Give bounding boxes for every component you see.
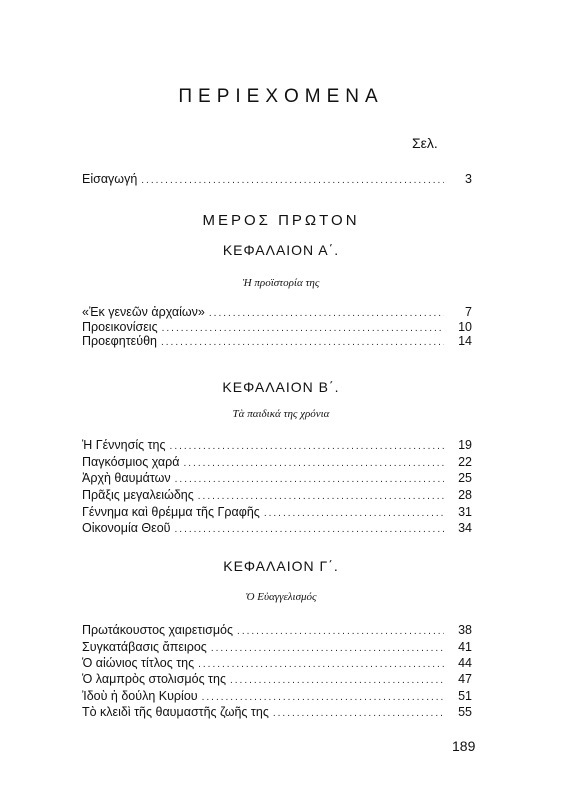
toc-entry-page: 7 — [465, 305, 472, 319]
toc-entry — [82, 305, 472, 320]
toc-entry-label: Προεφητεύθη — [82, 334, 157, 348]
chapter-subtitle: Ὁ Εὐαγγελισμός — [245, 591, 317, 603]
toc-entry-label: Ἰδοὺ ἡ δούλη Κυρίου — [82, 689, 198, 703]
toc-entry — [82, 505, 472, 520]
chapter-title: ΚΕΦΑΛΑΙΟΝ Γ΄. — [223, 558, 339, 574]
toc-entry — [82, 640, 472, 655]
toc-entry-label: Παγκόσμιος χαρά — [82, 455, 180, 469]
toc-entry-page: 34 — [458, 521, 472, 535]
toc-entry — [82, 172, 472, 187]
part-title: ΜΕΡΟΣ ΠΡΩΤΟΝ — [202, 212, 360, 229]
dot-leader — [230, 675, 444, 686]
toc-entry-page: 28 — [458, 488, 472, 502]
toc-entry-label: «Ἐκ γενεῶν ἀρχαίων» — [82, 305, 205, 319]
toc-entry-page: 22 — [458, 455, 472, 469]
toc-entry-page: 19 — [458, 438, 472, 452]
dot-leader — [264, 508, 444, 519]
page-column-header: Σελ. — [412, 135, 438, 151]
toc-entry — [82, 623, 472, 638]
chapter-title: ΚΕΦΑΛΑΙΟΝ Α΄. — [222, 242, 340, 258]
dot-leader — [141, 175, 444, 186]
toc-entry-label: Ἡ Γέννησίς της — [82, 438, 166, 452]
dot-leader — [198, 659, 444, 670]
toc-entry-page: 51 — [458, 689, 472, 703]
toc-entry-label: Ὁ λαμπρὸς στολισμός της — [82, 672, 226, 686]
toc-entry — [82, 521, 472, 536]
toc-entry-page: 14 — [458, 334, 472, 348]
toc-entry-page: 38 — [458, 623, 472, 637]
dot-leader — [211, 643, 444, 654]
toc-entry — [82, 656, 472, 671]
toc-entry-label: Προεικονίσεις — [82, 320, 158, 334]
dot-leader — [162, 323, 444, 334]
toc-entry-page: 10 — [458, 320, 472, 334]
dot-leader — [170, 441, 444, 452]
dot-leader — [237, 626, 444, 637]
toc-entry-page: 47 — [458, 672, 472, 686]
toc-entry — [82, 438, 472, 453]
toc-entry-page: 55 — [458, 705, 472, 719]
dot-leader — [202, 692, 444, 703]
toc-entry-label: Συγκατάβασις ἄπειρος — [82, 640, 207, 654]
toc-entry-label: Πρᾶξις μεγαλειώδης — [82, 488, 194, 502]
toc-entry — [82, 672, 472, 687]
dot-leader — [273, 708, 444, 719]
chapter-subtitle: Ἡ προϊστορία της — [242, 277, 320, 289]
toc-entry — [82, 471, 472, 486]
dot-leader — [175, 474, 444, 485]
toc-entry — [82, 320, 472, 335]
page-number: 189 — [452, 738, 476, 754]
toc-entry — [82, 705, 472, 720]
toc-entry-label: Οἰκονομία Θεοῦ — [82, 521, 171, 535]
toc-entry — [82, 689, 472, 704]
toc-entry-page: 25 — [458, 471, 472, 485]
toc-entry-page: 41 — [458, 640, 472, 654]
toc-entry-label: Τὸ κλειδὶ τῆς θαυμαστῆς ζωῆς της — [82, 705, 269, 719]
toc-entry-page: 44 — [458, 656, 472, 670]
toc-entry-label: Γέννημα καὶ θρέμμα τῆς Γραφῆς — [82, 505, 260, 519]
toc-entry-label: Εἰσαγωγή — [82, 172, 138, 186]
dot-leader — [184, 458, 445, 469]
toc-entry — [82, 488, 472, 503]
page-title: ΠΕΡΙΕΧΟΜΕΝΑ — [178, 86, 384, 107]
dot-leader — [209, 308, 444, 319]
toc-entry-label: Πρωτάκουστος χαιρετισμός — [82, 623, 234, 637]
dot-leader — [175, 524, 444, 535]
toc-entry-page: 31 — [458, 505, 472, 519]
toc-entry — [82, 334, 472, 349]
toc-entry-label: Ὁ αἰώνιος τίτλος της — [82, 656, 195, 670]
toc-entry-page: 3 — [465, 172, 472, 186]
chapter-subtitle: Τὰ παιδικά της χρόνια — [232, 408, 330, 420]
dot-leader — [161, 337, 444, 348]
chapter-title: ΚΕΦΑΛΑΙΟΝ Β΄. — [222, 379, 340, 395]
toc-entry-label: Ἀρχὴ θαυμάτων — [82, 471, 171, 485]
toc-entry — [82, 455, 472, 470]
dot-leader — [198, 491, 444, 502]
